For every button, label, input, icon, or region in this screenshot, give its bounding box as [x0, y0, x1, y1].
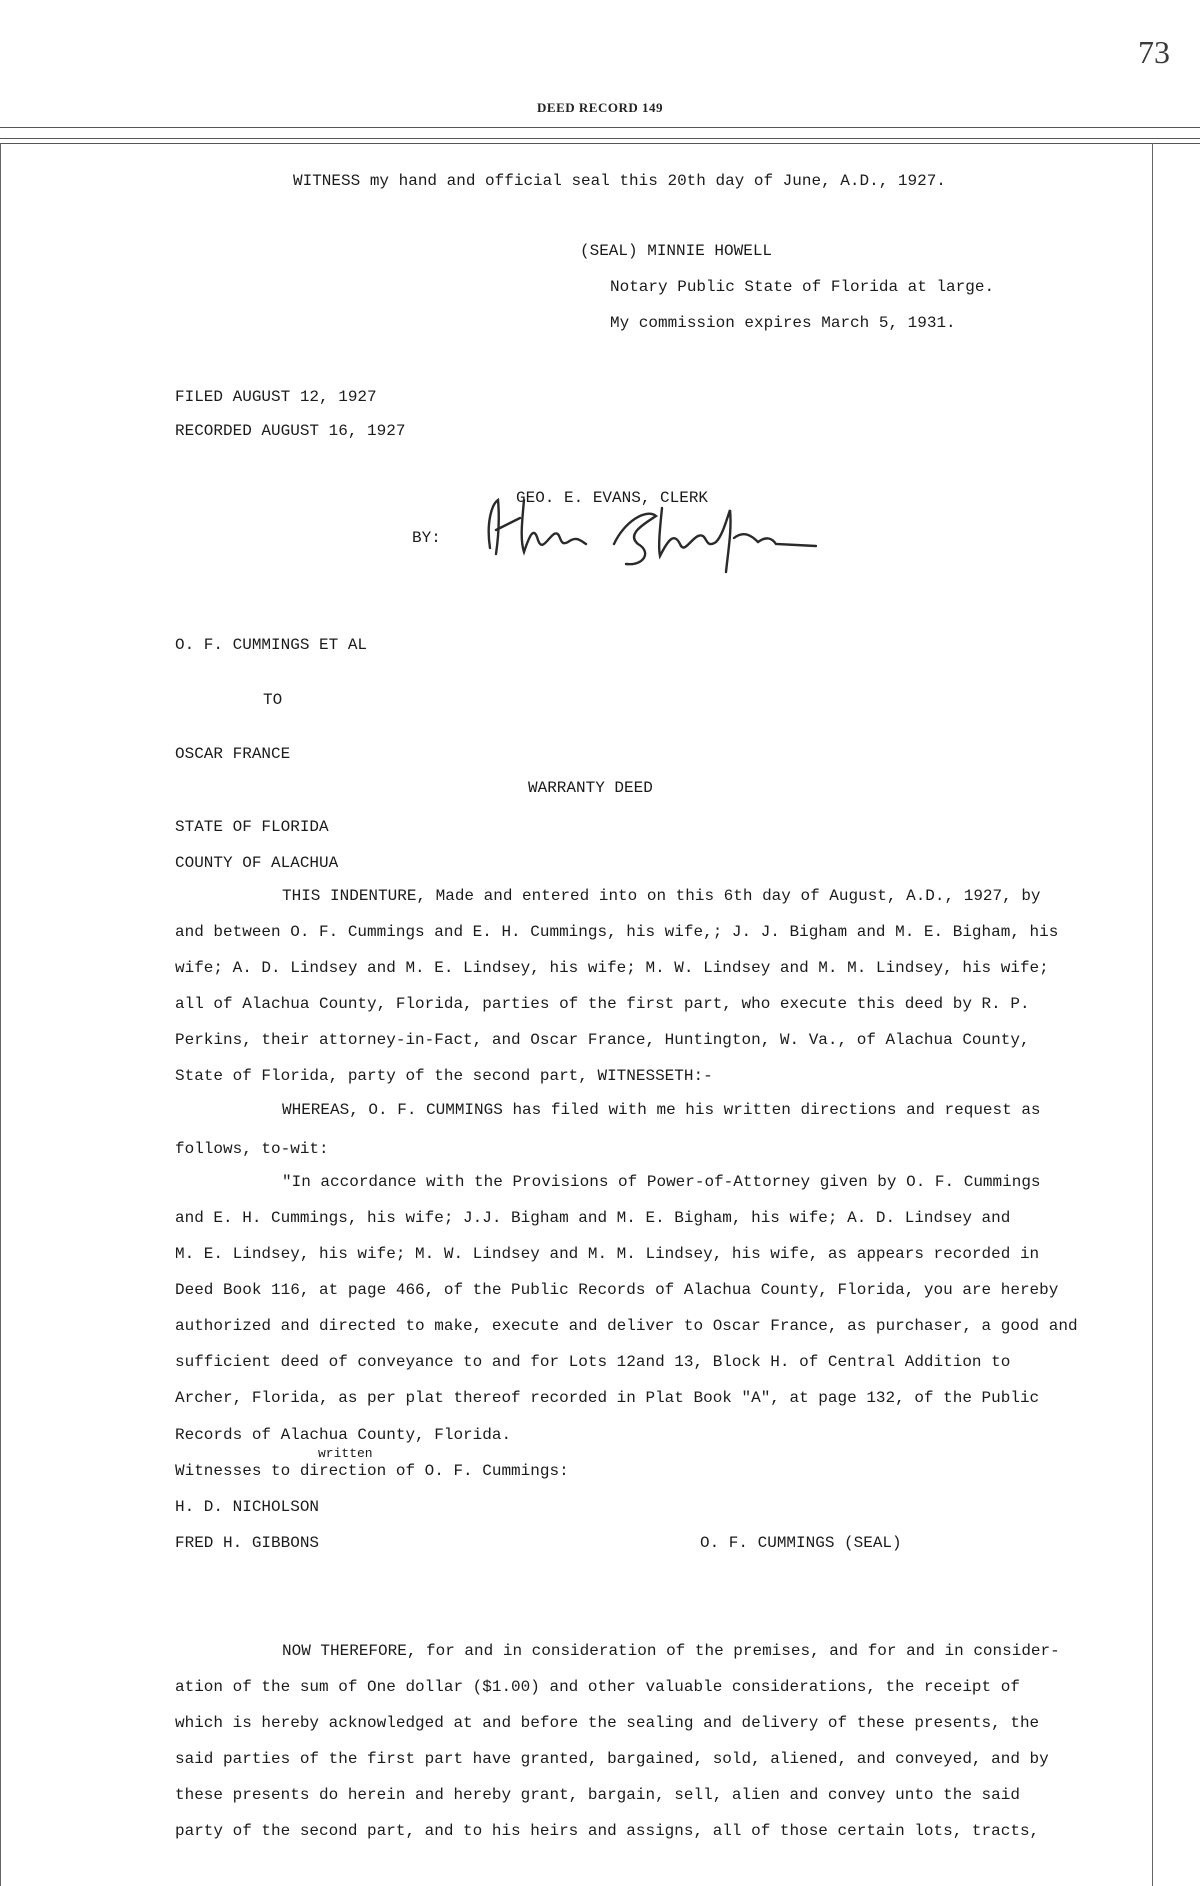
- text-line: all of Alachua County, Florida, parties of the first part, who execute this deed by R. P.: [175, 995, 1030, 1013]
- text-line: Records of Alachua County, Florida.: [175, 1426, 512, 1444]
- text-line: and E. H. Cummings, his wife; J.J. Bigham and M. E. Bigham, his wife; A. D. Lindsey and: [175, 1209, 1011, 1227]
- text-line: these presents do herein and hereby grant, bargain, sell, alien and convey unto the said: [175, 1786, 1020, 1804]
- text-line: FILED AUGUST 12, 1927: [175, 388, 377, 406]
- text-line: BY:: [412, 529, 441, 547]
- text-line: WITNESS my hand and official seal this 20th day of June, A.D., 1927.: [293, 172, 946, 190]
- text-line: Notary Public State of Florida at large.: [610, 278, 995, 296]
- text-line: WARRANTY DEED: [528, 779, 653, 797]
- header-rule-bottom: [0, 143, 1200, 144]
- text-line: (SEAL) MINNIE HOWELL: [580, 242, 773, 260]
- text-line: authorized and directed to make, execute and deliver to Oscar France, as purchaser, a good and: [175, 1317, 1078, 1335]
- header-rule-top: [0, 127, 1200, 128]
- text-line: TO: [263, 691, 283, 709]
- text-line: GEO. E. EVANS, CLERK: [516, 489, 709, 507]
- clerk-signature: [476, 482, 826, 576]
- text-line: Archer, Florida, as per plat thereof recorded in Plat Book "A", at page 132, of the Public: [175, 1389, 1040, 1407]
- text-line: Witnesses to direction of O. F. Cummings:: [175, 1462, 569, 1480]
- text-line: and between O. F. Cummings and E. H. Cummings, his wife,; J. J. Bigham and M. E. Bigham, his: [175, 923, 1059, 941]
- text-line: RECORDED AUGUST 16, 1927: [175, 422, 406, 440]
- text-line: said parties of the first part have granted, bargained, sold, aliened, and conveyed, and by: [175, 1750, 1049, 1768]
- page-number: 73: [1138, 34, 1170, 70]
- text-line: Deed Book 116, at page 466, of the Public Records of Alachua County, Florida, you are hereby: [175, 1281, 1059, 1299]
- text-line: which is hereby acknowledged at and before the sealing and delivery of these presents, the: [175, 1714, 1040, 1732]
- text-line: ation of the sum of One dollar ($1.00) and other valuable considerations, the receipt of: [175, 1678, 1020, 1696]
- header-rule-middle: [0, 138, 1200, 139]
- text-line: STATE OF FLORIDA: [175, 818, 329, 836]
- text-line: follows, to-wit:: [175, 1140, 329, 1158]
- text-line: My commission expires March 5, 1931.: [610, 314, 956, 332]
- text-line: M. E. Lindsey, his wife; M. W. Lindsey and M. M. Lindsey, his wife, as appears recorded in: [175, 1245, 1040, 1263]
- text-line: H. D. NICHOLSON: [175, 1498, 320, 1516]
- left-margin-rule: [0, 143, 1, 1886]
- book-header: DEED RECORD 149: [537, 100, 663, 115]
- right-margin-rule: [1152, 143, 1153, 1886]
- text-line: NOW THEREFORE, for and in consideration of the premises, and for and in consider-: [282, 1642, 1060, 1660]
- text-line: sufficient deed of conveyance to and for Lots 12and 13, Block H. of Central Addition to: [175, 1353, 1011, 1371]
- text-line: COUNTY OF ALACHUA: [175, 854, 339, 872]
- text-line: O. F. CUMMINGS (SEAL): [700, 1534, 902, 1552]
- text-line: written: [318, 1446, 373, 1461]
- text-line: OSCAR FRANCE: [175, 745, 291, 763]
- text-line: Perkins, their attorney-in-Fact, and Oscar France, Huntington, W. Va., of Alachua County,: [175, 1031, 1030, 1049]
- text-line: wife; A. D. Lindsey and M. E. Lindsey, his wife; M. W. Lindsey and M. M. Lindsey, his wife;: [175, 959, 1049, 977]
- text-line: party of the second part, and to his heirs and assigns, all of those certain lots, tracts,: [175, 1822, 1040, 1840]
- text-line: O. F. CUMMINGS ET AL: [175, 636, 368, 654]
- text-line: FRED H. GIBBONS: [175, 1534, 320, 1552]
- text-line: WHEREAS, O. F. CUMMINGS has filed with me his written directions and request as: [282, 1101, 1041, 1119]
- text-line: "In accordance with the Provisions of Power-of-Attorney given by O. F. Cummings: [282, 1173, 1041, 1191]
- text-line: THIS INDENTURE, Made and entered into on this 6th day of August, A.D., 1927, by: [282, 887, 1041, 905]
- text-line: State of Florida, party of the second part, WITNESSETH:-: [175, 1067, 713, 1085]
